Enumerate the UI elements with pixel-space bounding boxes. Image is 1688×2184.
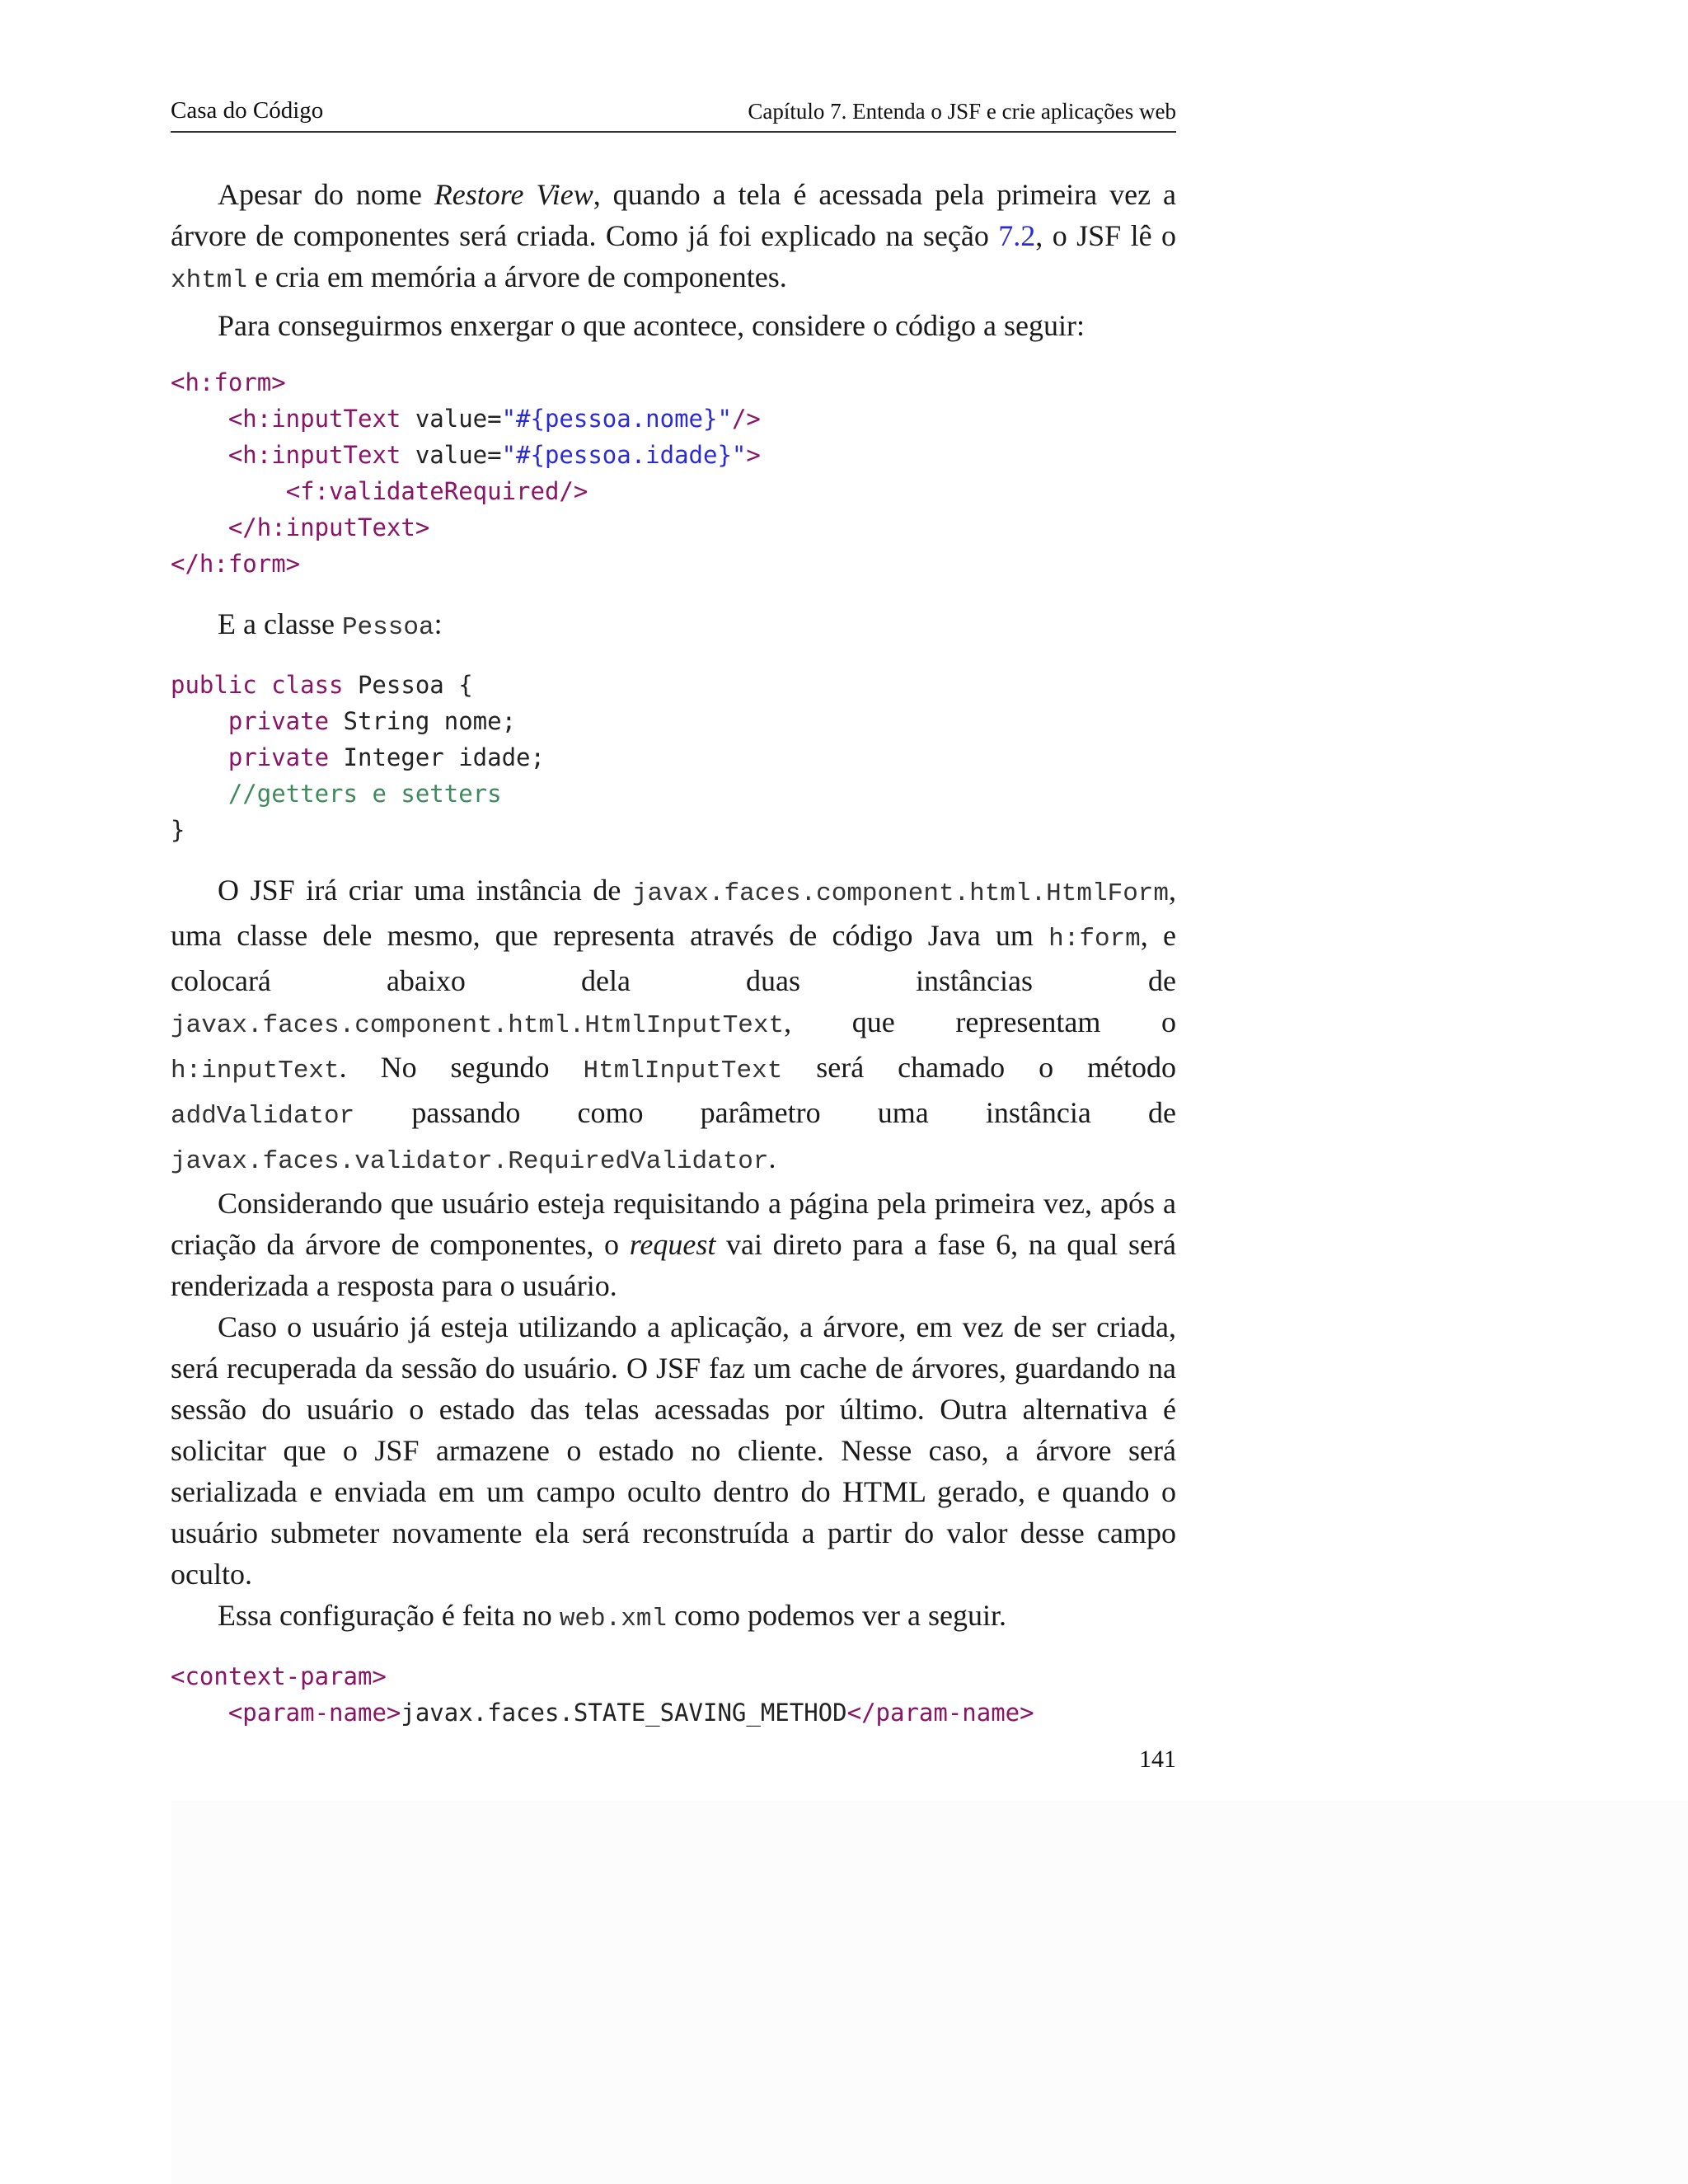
paragraph-web-xml: Essa configuração é feita no web.xml como podemos ver a seguir. <box>218 1599 1006 1633</box>
paragraph-restore-view: Apesar do nome Restore View, quando a tela é acessada pela primeira vez a árvore de componentes será criada. Como já foi explicado na seção 7.2, o JSF lê o xhtml e cria em memória a árvore de componentes. <box>171 178 1176 295</box>
header-chapter-title: Capítulo 7. Entenda o JSF e crie aplicações web <box>748 99 1176 124</box>
emphasis-restore-view: Restore View <box>434 178 593 211</box>
inline-code-web-xml: web.xml <box>559 1605 668 1633</box>
document-page <box>171 97 1176 1773</box>
header-book-title: Casa do Código <box>171 97 324 124</box>
paragraph-first-request: Considerando que usuário esteja requisitando a página pela primeira vez, após a criação da árvore de componentes, o request vai direto para a fase 6, na qual será renderizada a resposta para o usuário. <box>171 1187 1176 1302</box>
code-block-class: public class Pessoa { private String nome; private Integer idade; //getters e setters } <box>171 671 545 844</box>
inline-code-xhtml: xhtml <box>171 266 248 295</box>
paragraph-jsf-instances: O JSF irá criar uma instância de javax.faces.component.html.HtmlForm, uma classe dele mesmo, que representa através de código Java um h:form, e colocará abaixo dela duas instâncias de javax.faces.component.html.HtmlInputText, que representam o h:inputText. No segundo HtmlInputText será chamado o método addValidator passando como parâmetro uma instância de javax.faces.validator.RequiredValidator. <box>171 874 1176 1176</box>
page-background-shade <box>171 1801 1688 2184</box>
code-block-form: <h:form> <h:inputText value="#{pessoa.nome}"/> <h:inputText value="#{pessoa.idade}"> <f:validateRequired/> </h:inputText> </h:form> <box>171 368 761 578</box>
section-reference-link[interactable]: 7.2 <box>998 219 1036 252</box>
running-header <box>171 97 1176 133</box>
page-number: 141 <box>1139 1746 1176 1773</box>
paragraph-class-pessoa: E a classe Pessoa: <box>218 607 443 642</box>
paragraph-intro-code: Para conseguirmos enxergar o que acontece, considere o código a seguir: <box>218 309 1085 342</box>
code-block-xml: <context-param> <param-name>javax.faces.STATE_SAVING_METHOD</param-name> <box>171 1662 1034 1727</box>
inline-code-pessoa: Pessoa <box>341 613 434 642</box>
page-body <box>171 174 1176 1731</box>
paragraph-state-saving: Caso o usuário já esteja utilizando a aplicação, a árvore, em vez de ser criada, será recuperada da sessão do usuário. O JSF faz um cache de árvores, guardando na sessão do usuário o estado das telas acessadas por último. Outra alternativa é solicitar que o JSF armazene o estado no cliente. Nesse caso, a árvore será serializada e enviada em um campo oculto dentro do HTML gerado, e quando o usuário submeter novamente ela será reconstruída a partir do valor desse campo oculto. <box>171 1310 1176 1591</box>
